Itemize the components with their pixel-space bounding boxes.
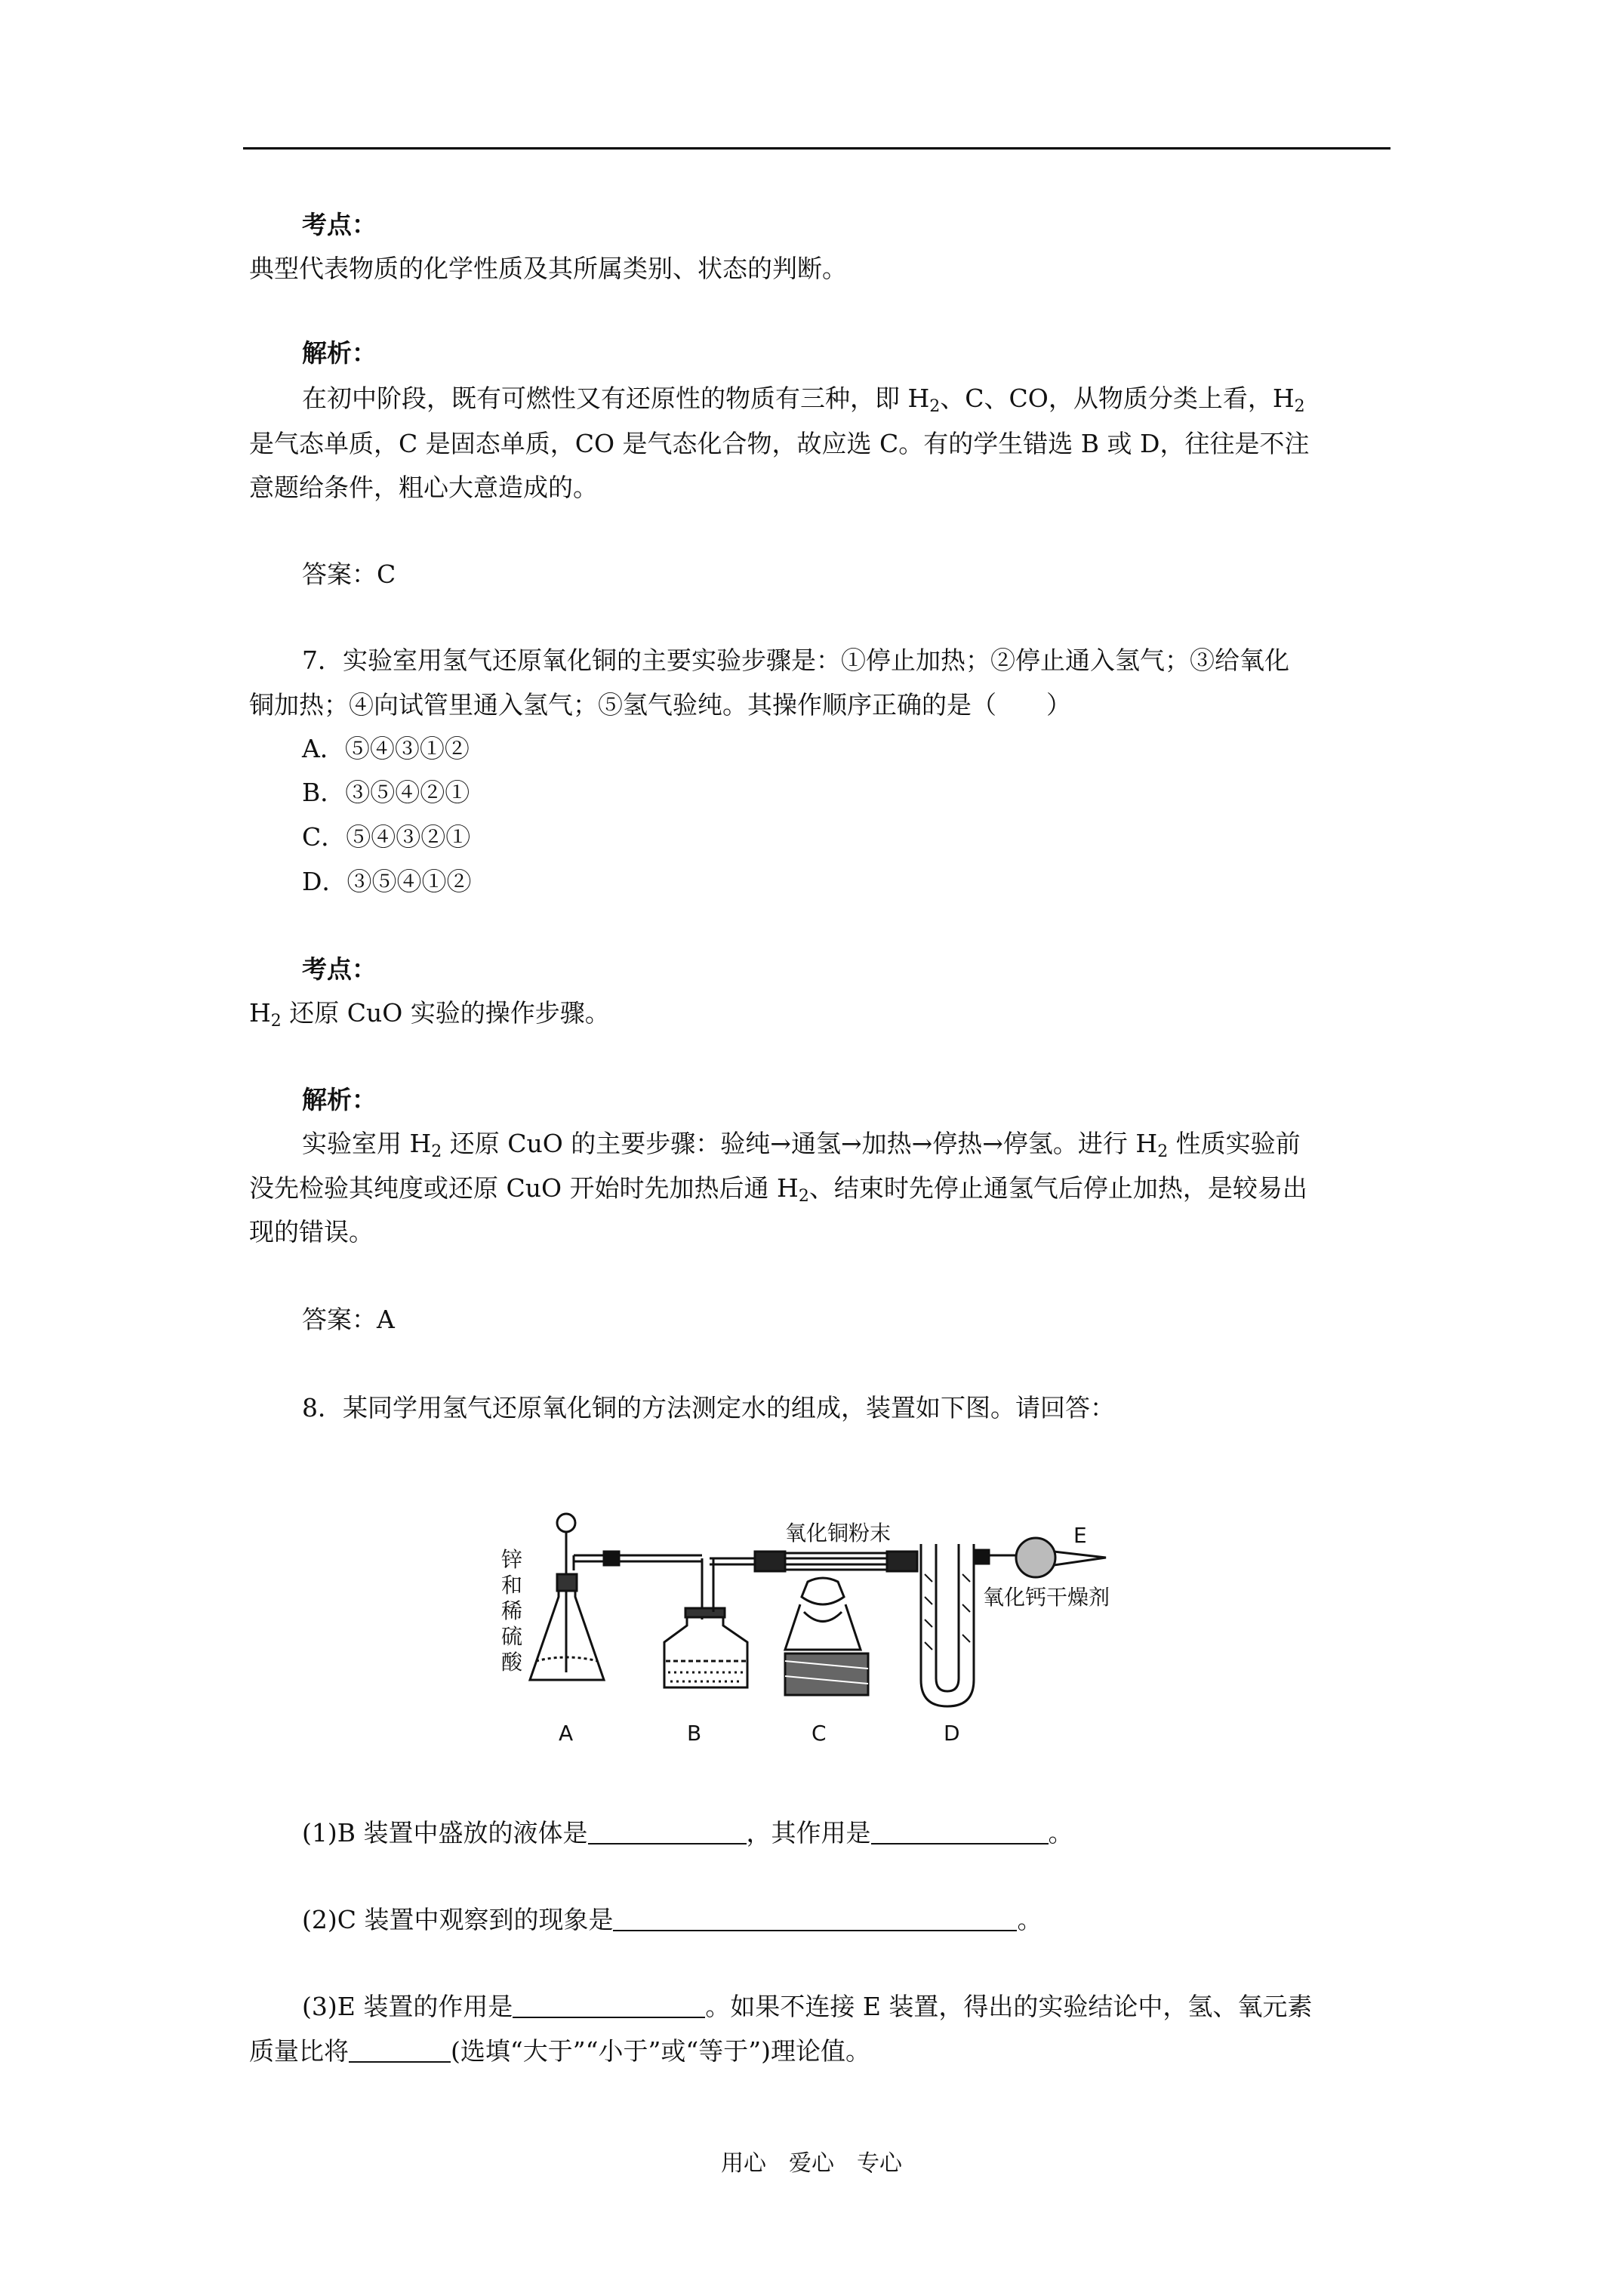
q8-part-3-line-1: (3)E 装置的作用是 。如果不连接 E 装置，得出的实验结论中，氢、氧元素 bbox=[302, 1992, 1313, 2021]
apparatus-label-d: D bbox=[944, 1721, 960, 1746]
jiexi-1-line-1: 在初中阶段，既有可燃性又有还原性的物质有三种，即 $H_2$、C、CO，从物质分类上看，$H_2$ bbox=[302, 384, 1305, 416]
jiexi-1-line-3: 意题给条件，粗心大意造成的。 bbox=[249, 473, 598, 502]
blank-1b[interactable] bbox=[871, 1820, 1049, 1845]
kaodian-heading-2: 考点： bbox=[302, 954, 377, 984]
q8-part-2: (2)C 装置中观察到的现象是 。 bbox=[302, 1905, 1042, 1934]
reagent-label-char-4: 硫 bbox=[501, 1624, 523, 1649]
jiexi-1-line-2: 是气态单质，C 是固态单质，CO 是气态化合物，故应选 C。有的学生错选 B 或 D，往往是不注 bbox=[249, 429, 1310, 458]
apparatus-diagram bbox=[483, 1499, 1163, 1755]
kaodian-heading-1: 考点： bbox=[302, 210, 377, 239]
q7-stem-line-2: 铜加热；④向试管里通入氢气；⑤氢气验纯。其操作顺序正确的是（ ） bbox=[249, 690, 1071, 720]
jiexi-2-line-3: 现的错误。 bbox=[249, 1217, 374, 1247]
blank-1a[interactable] bbox=[588, 1820, 747, 1845]
header-rule bbox=[243, 147, 1390, 149]
jiexi-2-line-1: 实验室用 $H_2$ 还原 CuO 的主要步骤：验纯→通氢→加热→停热→停氢。进行 $H_2$ 性质实验前 bbox=[302, 1129, 1301, 1161]
q8-stem: 8．某同学用氢气还原氧化铜的方法测定水的组成，装置如下图。请回答： bbox=[302, 1393, 1115, 1422]
e-label: E bbox=[1073, 1523, 1087, 1548]
reagent-label-char-5: 酸 bbox=[501, 1650, 523, 1675]
q7-stem-line-1: 7．实验室用氢气还原氧化铜的主要实验步骤是：①停止加热；②停止通入氢气；③给氧化 bbox=[302, 646, 1289, 675]
cuo-label: 氧化铜粉末 bbox=[785, 1521, 892, 1546]
blank-3b[interactable] bbox=[349, 2039, 451, 2063]
q7-option-b: B．③⑤④②① bbox=[302, 778, 470, 807]
answer-2: 答案：A bbox=[302, 1305, 395, 1334]
apparatus-label-c: C bbox=[812, 1721, 827, 1746]
reagent-label-char-2: 和 bbox=[501, 1573, 523, 1598]
jiexi-heading-2: 解析： bbox=[302, 1085, 377, 1114]
blank-2[interactable] bbox=[613, 1907, 1017, 1931]
kaodian-text-1: 典型代表物质的化学性质及其所属类别、状态的判断。 bbox=[249, 254, 847, 283]
blank-3a[interactable] bbox=[513, 1994, 705, 2018]
q8-part-1: (1)B 装置中盛放的液体是 ，其作用是 。 bbox=[302, 1818, 1073, 1848]
reagent-label-char-1: 锌 bbox=[501, 1547, 523, 1572]
q8-part-3-line-2: 质量比将 (选填“大于”“小于”或“等于”)理论值。 bbox=[249, 2036, 870, 2066]
kaodian-text-2: $H_2$ 还原 CuO 实验的操作步骤。 bbox=[249, 998, 610, 1031]
page-footer: 用心 爱心 专心 bbox=[721, 2150, 902, 2177]
flask-a bbox=[530, 1514, 702, 1680]
u-tube-d bbox=[921, 1544, 1015, 1706]
jiexi-heading-1: 解析： bbox=[302, 338, 377, 368]
tube-c bbox=[755, 1552, 917, 1695]
q7-option-c: C．⑤④③②① bbox=[302, 822, 471, 852]
apparatus-label-b: B bbox=[687, 1721, 702, 1746]
drying-tube-e bbox=[1016, 1538, 1106, 1577]
cao-label: 氧化钙干燥剂 bbox=[983, 1585, 1110, 1610]
answer-1: 答案：C bbox=[302, 559, 396, 589]
q7-option-d: D．③⑤④①② bbox=[302, 867, 472, 896]
apparatus-label-a: A bbox=[559, 1721, 574, 1746]
jiexi-2-line-2: 没先检验其纯度或还原 CuO 开始时先加热后通 $H_2$、结束时先停止通氢气后停止加热，是较易出 bbox=[249, 1173, 1307, 1206]
q7-option-a: A．⑤④③①② bbox=[302, 734, 470, 763]
reagent-label-char-3: 稀 bbox=[501, 1598, 523, 1623]
